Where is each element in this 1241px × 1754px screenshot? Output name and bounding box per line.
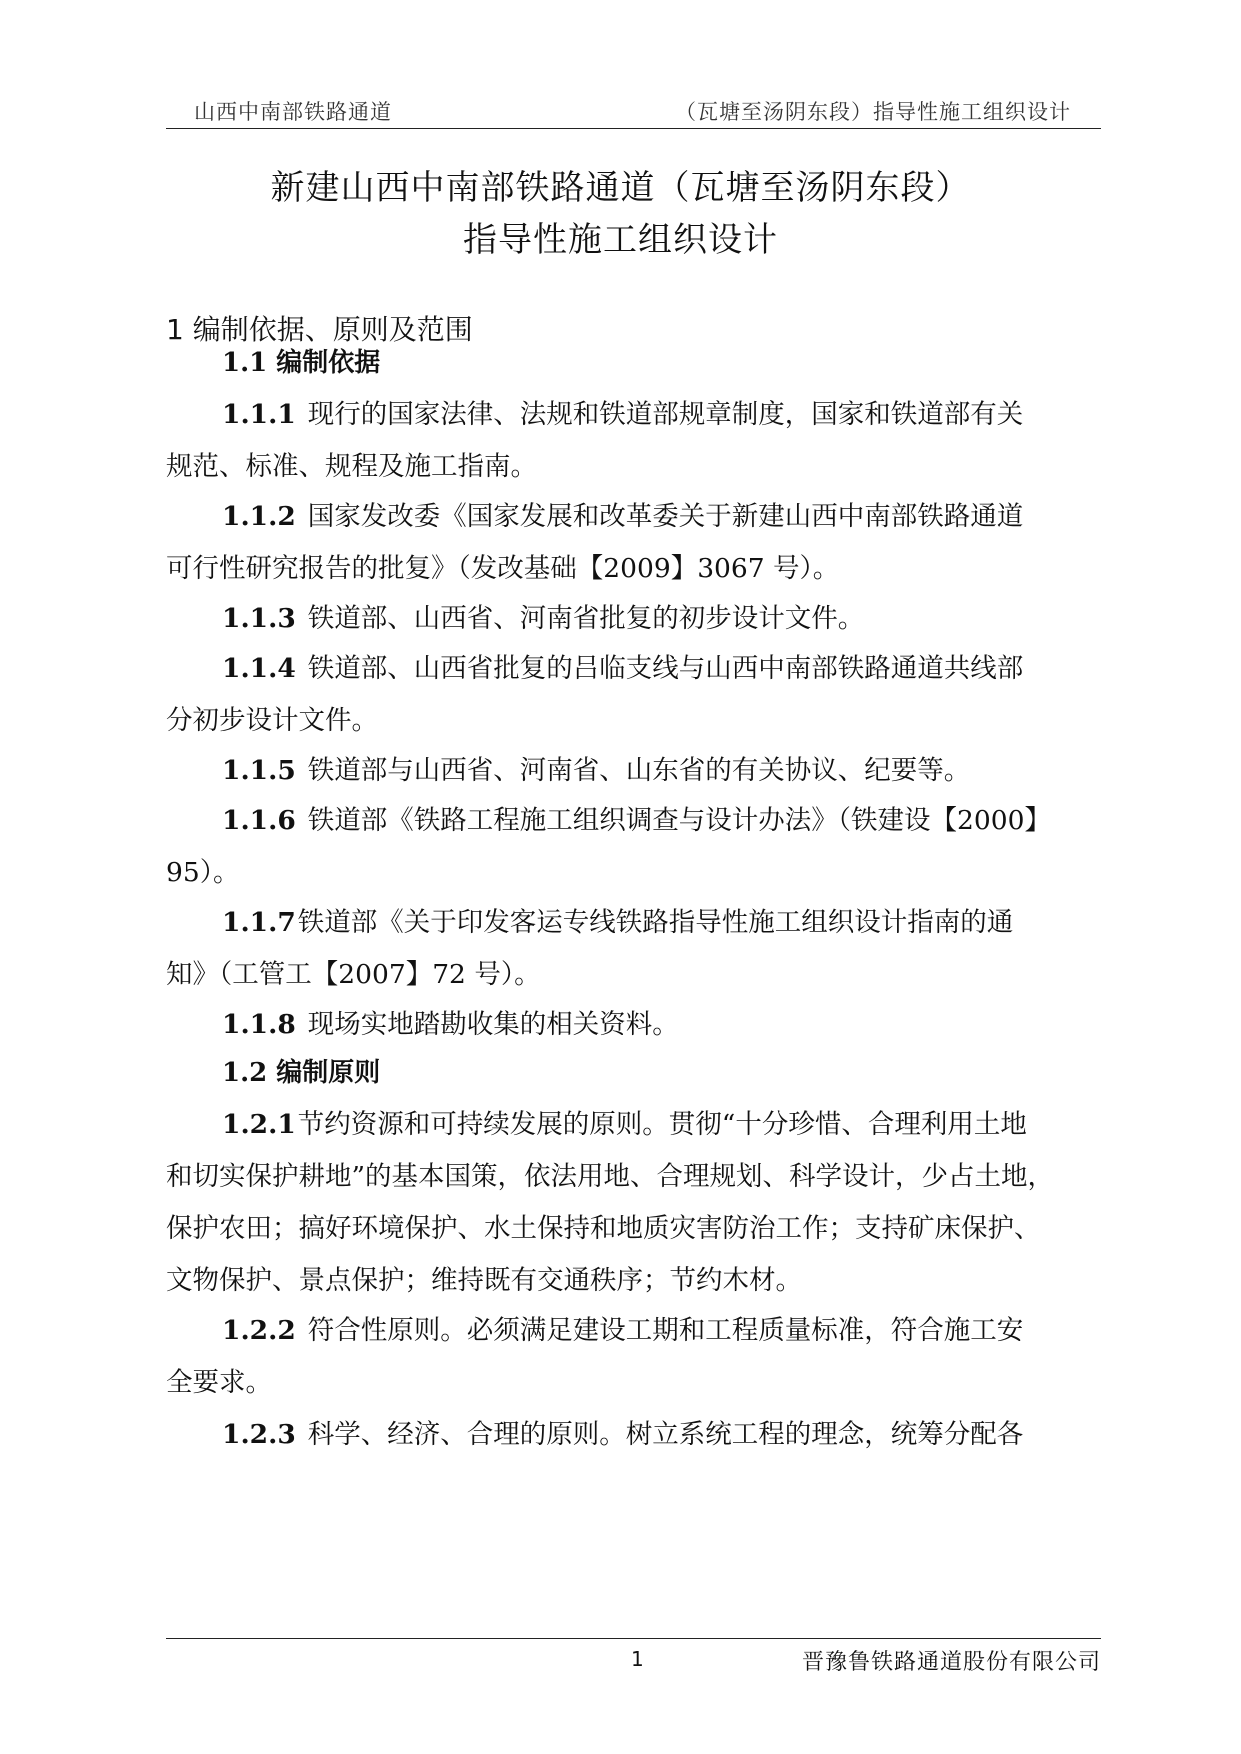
paragraph-text: 节约资源和可持续发展的原则。贯彻“十分珍惜、合理利用土地 [297,1109,1027,1140]
paragraph-1-1-7 [222,900,1013,939]
header-right: （瓦塘至汤阴东段）指导性施工组织设计 [675,100,1071,124]
section-heading-1: 1 编制依据、原则及范围 [166,313,473,346]
paragraph-1-2-2-cont: 全要求。 [166,1367,272,1398]
clause-number: 1.1.6 [222,805,296,836]
paragraph-1-1-6-cont: 95）。 [166,857,240,888]
section-heading-1-2: 1.2 编制原则 [222,1058,381,1088]
clause-number: 1.1.3 [222,603,296,634]
paragraph-text: 符合性原则。必须满足建设工期和工程质量标准，符合施工安 [307,1315,1024,1346]
paragraph-1-2-1 [222,1102,1027,1141]
clause-number: 1.2.2 [222,1315,296,1346]
company-name: 晋豫鲁铁路通道股份有限公司 [801,1650,1101,1675]
paragraph-1-2-3 [222,1412,1023,1451]
section-heading-1-1: 1.1 编制依据 [222,348,381,378]
paragraph-1-2-1-cont2: 保护农田；搞好环境保护、水土保持和地质灾害防治工作；支持矿床保护、 [166,1213,1041,1244]
paragraph-1-1-1 [222,392,1023,431]
header-left: 山西中南部铁路通道 [194,100,392,124]
paragraph-1-1-2 [222,494,1023,533]
paragraph-1-1-4 [222,646,1023,685]
paragraph-text: 国家发改委《国家发展和改革委关于新建山西中南部铁路通道 [307,501,1024,532]
paragraph-text: 铁道部《铁路工程施工组织调查与设计办法》（铁建设【2000】 [307,805,1051,836]
paragraph-1-1-7-cont: 知》（工管工【2007】72 号）。 [166,959,541,990]
paragraph-1-1-4-cont: 分初步设计文件。 [166,705,378,736]
paragraph-text: 现行的国家法律、法规和铁道部规章制度，国家和铁道部有关 [307,399,1024,430]
clause-number: 1.1.5 [222,755,296,786]
paragraph-1-2-2 [222,1308,1023,1347]
paragraph-1-2-1-cont1: 和切实保护耕地”的基本国策，依法用地、合理规划、科学设计，少占土地， [166,1161,1055,1192]
paragraph-1-1-3 [222,596,864,635]
paragraph-1-1-2-cont: 可行性研究报告的批复》（发改基础【2009】3067 号）。 [166,553,840,584]
clause-number: 1.2.1 [222,1109,296,1140]
page-footer [166,1638,1101,1679]
document-title-line1: 新建山西中南部铁路通道（瓦塘至汤阴东段） [270,168,971,208]
paragraph-text: 科学、经济、合理的原则。树立系统工程的理念，统筹分配各 [307,1419,1024,1450]
paragraph-text: 铁道部、山西省、河南省批复的初步设计文件。 [307,603,865,634]
clause-number: 1.1.4 [222,653,296,684]
clause-number: 1.2.3 [222,1419,296,1450]
paragraph-1-1-6 [222,798,1051,837]
clause-number: 1.1.8 [222,1009,296,1040]
paragraph-text: 铁道部与山西省、河南省、山东省的有关协议、纪要等。 [307,755,971,786]
clause-number: 1.1.7 [222,907,296,938]
paragraph-1-1-5 [222,748,970,787]
paragraph-1-1-8 [222,1002,679,1041]
clause-number: 1.1.1 [222,399,296,430]
paragraph-text: 铁道部、山西省批复的吕临支线与山西中南部铁路通道共线部 [307,653,1024,684]
paragraph-text: 现场实地踏勘收集的相关资料。 [307,1009,679,1040]
clause-number: 1.1.2 [222,501,296,532]
document-title-line2: 指导性施工组织设计 [463,220,778,260]
paragraph-1-2-1-cont3: 文物保护、景点保护；维持既有交通秩序；节约木材。 [166,1265,802,1296]
page-number: 1 [631,1647,644,1671]
paragraph-text: 铁道部《关于印发客运专线铁路指导性施工组织设计指南的通 [297,907,1014,938]
page-header [166,92,1101,129]
paragraph-1-1-1-cont: 规范、标准、规程及施工指南。 [166,451,537,482]
